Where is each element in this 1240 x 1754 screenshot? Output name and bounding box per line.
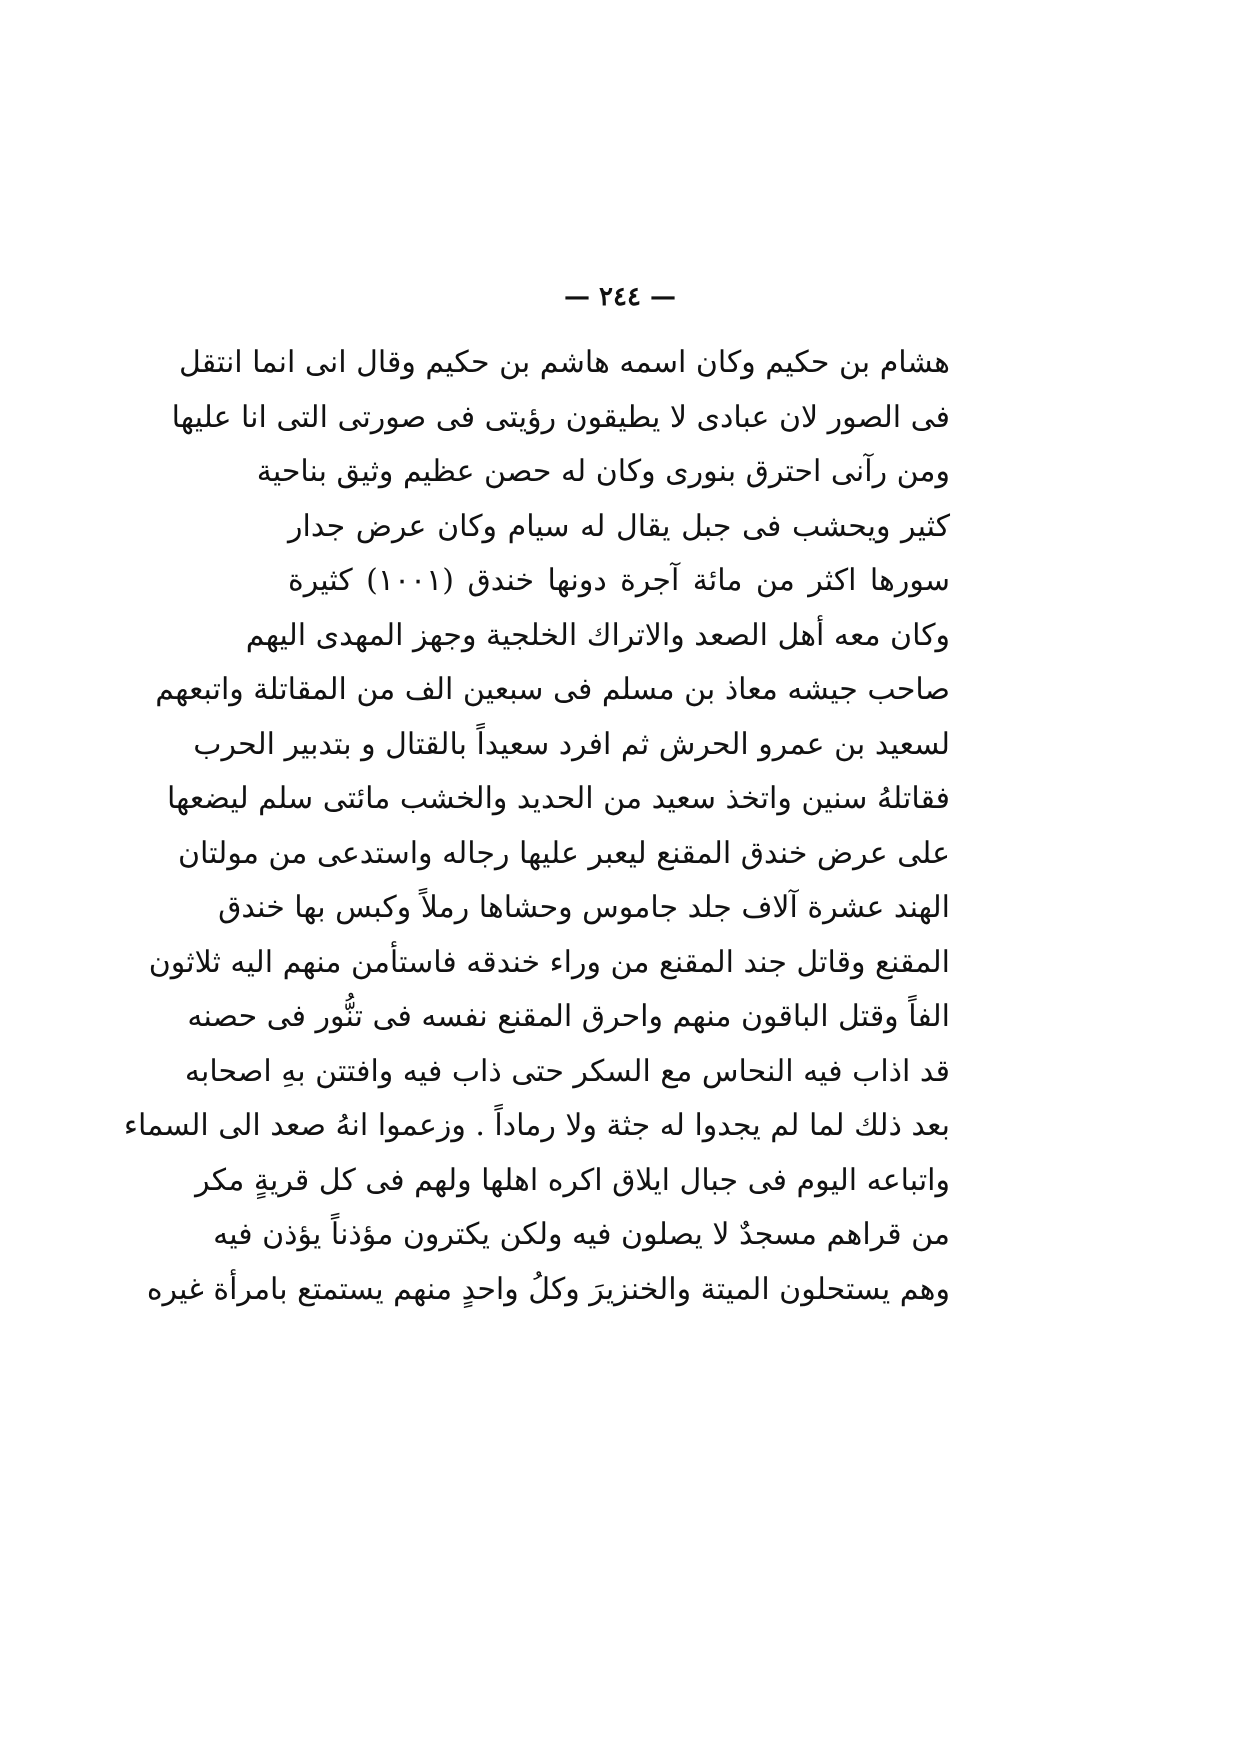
text-line: وكان معه أهل الصعد والاتراك الخلجية وجهز المهدى اليهم <box>245 617 950 653</box>
text-line: فى الصور لان عبادى لا يطيقون رؤيتى فى صورتى التى انا عليها <box>171 399 950 435</box>
text-line: صاحب جيشه معاذ بن مسلم فى سبعين الف من المقاتلة واتبعهم <box>155 672 950 707</box>
text-line: ومن رآنى احترق بنورى وكان له حصن عظيم وثيق بناحية <box>256 454 950 489</box>
text-line: من قراهم مسجدٌ لا يصلون فيه ولكن يكترون مؤذناً يؤذن فيه <box>213 1217 950 1252</box>
text-line: هشام بن حكيم وكان اسمه هاشم بن حكيم وقال انى انما انتقل <box>179 345 950 380</box>
text-line: الفاً وقتل الباقون منهم واحرق المقنع نفسه فى تنُّور فى حصنه <box>187 999 950 1034</box>
text-line: واتباعه اليوم فى جبال ايلاق اكره اهلها ولهم فى كل قريةٍ مكر <box>195 1162 950 1198</box>
body-text <box>123 336 950 1317</box>
text-line: سورها اكثر من مائة آجرة دونها خندق (١٠٠١) كثيرة <box>288 563 950 598</box>
page-number: — ٢٤٤ — <box>563 282 677 312</box>
text-line: على عرض خندق المقنع ليعبر عليها رجاله واستدعى من مولتان <box>177 835 950 871</box>
text-line: الهند عشرة آلاف جلد جاموس وحشاها رملاً وكبس بها خندق <box>218 890 950 925</box>
text-line: وهم يستحلون الميتة والخنزيرَ وكلُ واحدٍ منهم يستمتع بامرأة غيره <box>146 1271 950 1307</box>
text-line: كثير ويحشب فى جبل يقال له سيام وكان عرض جدار <box>288 508 950 544</box>
text-line: المقنع وقاتل جند المقنع من وراء خندقه فاستأمن منهم اليه ثلاثون <box>148 944 950 980</box>
text-line: لسعيد بن عمرو الحرش ثم افرد سعيداً بالقتال و بتدبير الحرب <box>193 726 950 762</box>
text-line: فقاتلهُ سنين واتخذ سعيد من الحديد والخشب مائتى سلم ليضعها <box>166 781 950 816</box>
text-line: بعد ذلك لما لم يجدوا له جثة ولا رماداً . وزعموا انهُ صعد الى السماء <box>123 1108 950 1143</box>
text-line: قد اذاب فيه النحاس مع السكر حتى ذاب فيه وافتتن بهِ اصحابه <box>184 1053 950 1089</box>
